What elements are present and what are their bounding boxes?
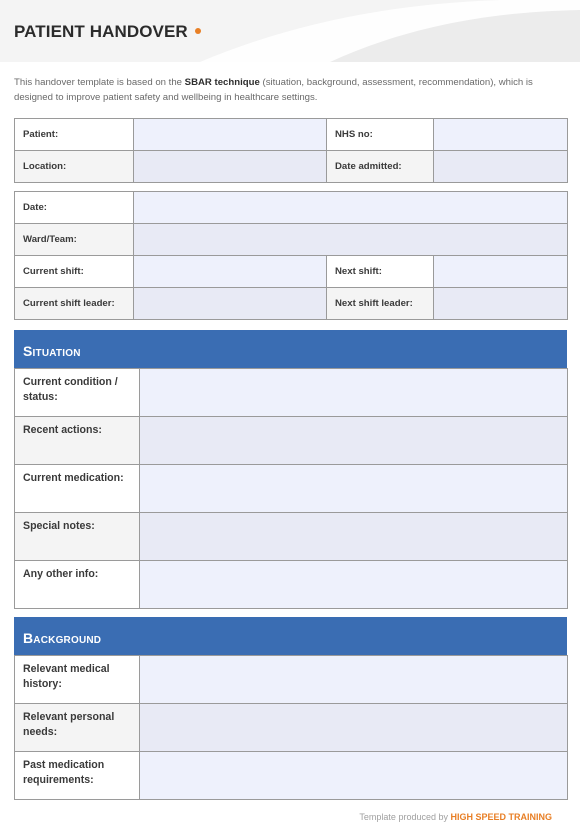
relevant-medical-history-field[interactable] [140, 656, 568, 704]
location-label: Location: [15, 151, 134, 183]
next-shift-label: Next shift: [327, 256, 434, 288]
date-admitted-label: Date admitted: [327, 151, 434, 183]
footer-brand: HIGH SPEED TRAINING [450, 812, 552, 822]
ward-team-field[interactable] [134, 224, 568, 256]
relevant-personal-needs-label: Relevant personal needs: [15, 704, 140, 752]
table-row [15, 704, 568, 752]
page-title-text: PATIENT HANDOVER [14, 22, 188, 41]
footer-credit [359, 812, 552, 822]
next-shift-leader-field[interactable] [434, 288, 568, 320]
intro-paragraph [14, 75, 570, 105]
next-shift-leader-label: Next shift leader: [327, 288, 434, 320]
patient-details-table [14, 118, 568, 183]
relevant-medical-history-label: Relevant medical history: [15, 656, 140, 704]
table-row [15, 288, 568, 320]
past-medication-requirements-field[interactable] [140, 752, 568, 800]
table-row [15, 119, 568, 151]
current-shift-leader-label: Current shift leader: [15, 288, 134, 320]
next-shift-field[interactable] [434, 256, 568, 288]
intro-text-bold: SBAR technique [184, 77, 260, 88]
table-row [15, 465, 568, 513]
date-admitted-field[interactable] [434, 151, 568, 183]
table-row [15, 561, 568, 609]
past-medication-requirements-label: Past medication requirements: [15, 752, 140, 800]
footer-prefix: Template produced by [359, 812, 451, 822]
any-other-info-field[interactable] [140, 561, 568, 609]
table-row [15, 513, 568, 561]
location-field[interactable] [134, 151, 327, 183]
special-notes-field[interactable] [140, 513, 568, 561]
background-heading: Background [23, 630, 102, 646]
situation-heading: Situation [23, 343, 81, 359]
background-section-header [14, 617, 567, 655]
current-condition-field[interactable] [140, 369, 568, 417]
situation-table [14, 368, 568, 609]
table-row [15, 224, 568, 256]
current-medication-field[interactable] [140, 465, 568, 513]
relevant-personal-needs-field[interactable] [140, 704, 568, 752]
intro-text-after: (situation, background, assessment, recommendation), which is designed to improve patient safety and wellbeing in healthcare settings. [14, 77, 533, 103]
table-row [15, 256, 568, 288]
current-shift-label: Current shift: [15, 256, 134, 288]
nhs-number-label: NHS no: [327, 119, 434, 151]
table-row [15, 369, 568, 417]
patient-field[interactable] [134, 119, 327, 151]
page-title [14, 22, 201, 42]
table-row [15, 151, 568, 183]
any-other-info-label: Any other info: [15, 561, 140, 609]
situation-section-header [14, 330, 567, 368]
background-table [14, 655, 568, 800]
accent-dot-icon [195, 28, 201, 34]
table-row [15, 417, 568, 465]
table-row [15, 752, 568, 800]
current-medication-label: Current medication: [15, 465, 140, 513]
date-label: Date: [15, 192, 134, 224]
current-shift-field[interactable] [134, 256, 327, 288]
table-row [15, 192, 568, 224]
nhs-number-field[interactable] [434, 119, 568, 151]
current-condition-label: Current condition / status: [15, 369, 140, 417]
patient-label: Patient: [15, 119, 134, 151]
date-field[interactable] [134, 192, 568, 224]
ward-team-label: Ward/Team: [15, 224, 134, 256]
table-row [15, 656, 568, 704]
recent-actions-field[interactable] [140, 417, 568, 465]
recent-actions-label: Recent actions: [15, 417, 140, 465]
special-notes-label: Special notes: [15, 513, 140, 561]
shift-details-table [14, 191, 568, 320]
intro-text-before: This handover template is based on the [14, 77, 185, 88]
current-shift-leader-field[interactable] [134, 288, 327, 320]
